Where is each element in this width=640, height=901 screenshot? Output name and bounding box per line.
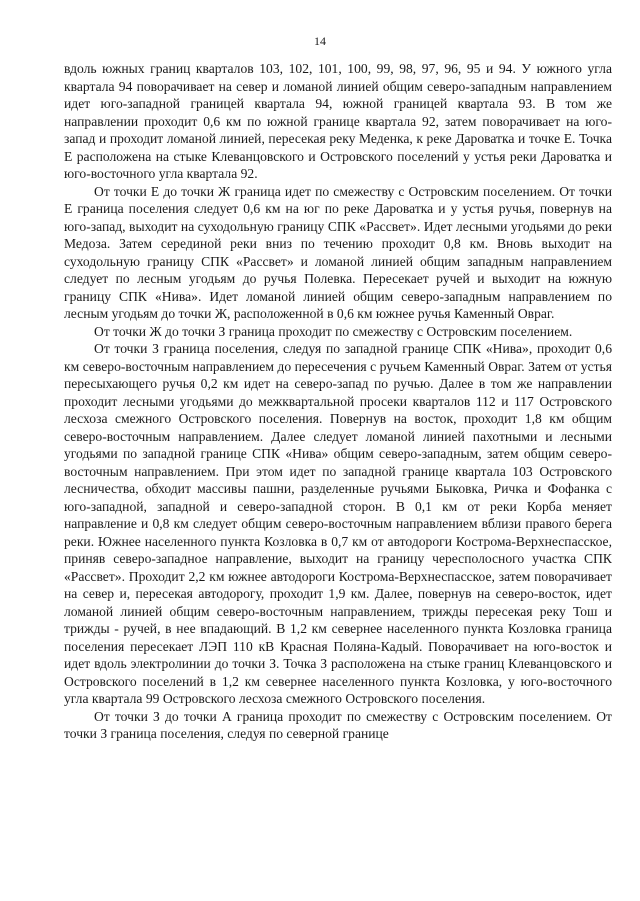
- document-body: [64, 60, 612, 743]
- paragraph-zh-to-z: От точки Ж до точки З граница проходит по смежеству с Островским поселением.: [94, 323, 573, 339]
- paragraph-z-to-a: От точки З до точки А граница проходит по смежеству с Островским поселением. От точки З граница поселения, следуя по северной границе: [64, 708, 612, 741]
- paragraph-e-to-zh: От точки Е до точки Ж граница идет по смежеству с Островским поселением. От точки Е граница поселения следует 0,6 км на юг по реке Дароватка и у устья ручья, повернув на юго-запад, выходит на суходольную границу СПК «Рассвет». Идет лесными угодьями до реки Медоза. Затем серединой реки вниз по течению проходит 0,8 км. Вновь выходит на суходольную границу СПК «Рассвет» и ломаной линией общим западным направлением следует по лесным угодьям до ручья Полевка. Пересекает ручей и выходит на южную границу СПК «Нива». Идет ломаной линией общим северо-западным направлением по лесным угодьям до точки Ж, расположенной в 0,6 км южнее ручья Каменный Овраг.: [64, 183, 612, 321]
- paragraph-from-z: От точки З граница поселения, следуя по западной границе СПК «Нива», проходит 0,6 км северо-восточным направлением до пересечения с ручьем Каменный Овраг. Затем от устья пересыхающего ручья 0,2 км идет на северо-запад по ручью. Далее в том же направлении проходит лесными угодьями до межквартальной просеки кварталов 112 и 117 Островского лесхоза смежного Островского поселения. Повернув на восток, проходит 1,8 км общим северо-восточным направлением. Далее следует ломаной линией пахотными и лесными угодьями по западной границе СПК «Нива» общим северо-западным, затем общим северо-восточным направлением. При этом идет по западной границе квартала 103 Островского лесничества, обходит массивы пашни, разделенные ручьями Быковка, Ричка и Фофанка с юго-западной, западной и северо-западной сторон. В 0,1 км от реки Корба меняет направление и 0,8 км следует общим северо-восточным направлением вблизи правого берега реки. Южнее населенного пункта Козловка в 0,7 км от автодороги Кострома-Верхнеспасское, приняв северо-западное направление, выходит на границу чересполосного участка СПК «Рассвет». Проходит 2,2 км южнее автодороги Кострома-Верхнеспасское, затем поворачивает на север и, пересекая автодорогу, проходит 1,9 км. Далее, повернув на северо-восток, идет ломаной линией общим северо-восточным направлением, трижды пересекая реку Тош и трижды - ручей, в нее впадающий. В 1,2 км севернее населенного пункта Козловка граница поселения пересекает ЛЭП 110 кВ Красная Поляна-Кадый. Поворачивает на юго-восток и идет вдоль электролинии до точки З. Точка З расположена на стыке границ Клеванцовского и Островского поселений в 1,2 км севернее населенного пункта Козловка, у юго-восточного угла квартала 99 Островского лесхоза смежного Островского поселения.: [64, 341, 612, 706]
- paragraph-continuation: вдоль южных границ кварталов 103, 102, 101, 100, 99, 98, 97, 96, 95 и 94. У южного угла квартала 94 поворачивает на север и ломаной линией общим северо-западным направлением идет юго-западной границей квартала 94, южной границей квартала 93. В том же направлении проходит 0,6 км по южной границе квартала 92, затем поворачивает на юго-запад и проходит ломаной линией, пересекая реку Меденка, к реке Дароватка и точке Е. Точка Е расположена на стыке Клеванцовского и Островского поселений у устья реки Дароватка и юго-восточного угла квартала 92.: [64, 61, 612, 181]
- page-number: 14: [314, 34, 326, 48]
